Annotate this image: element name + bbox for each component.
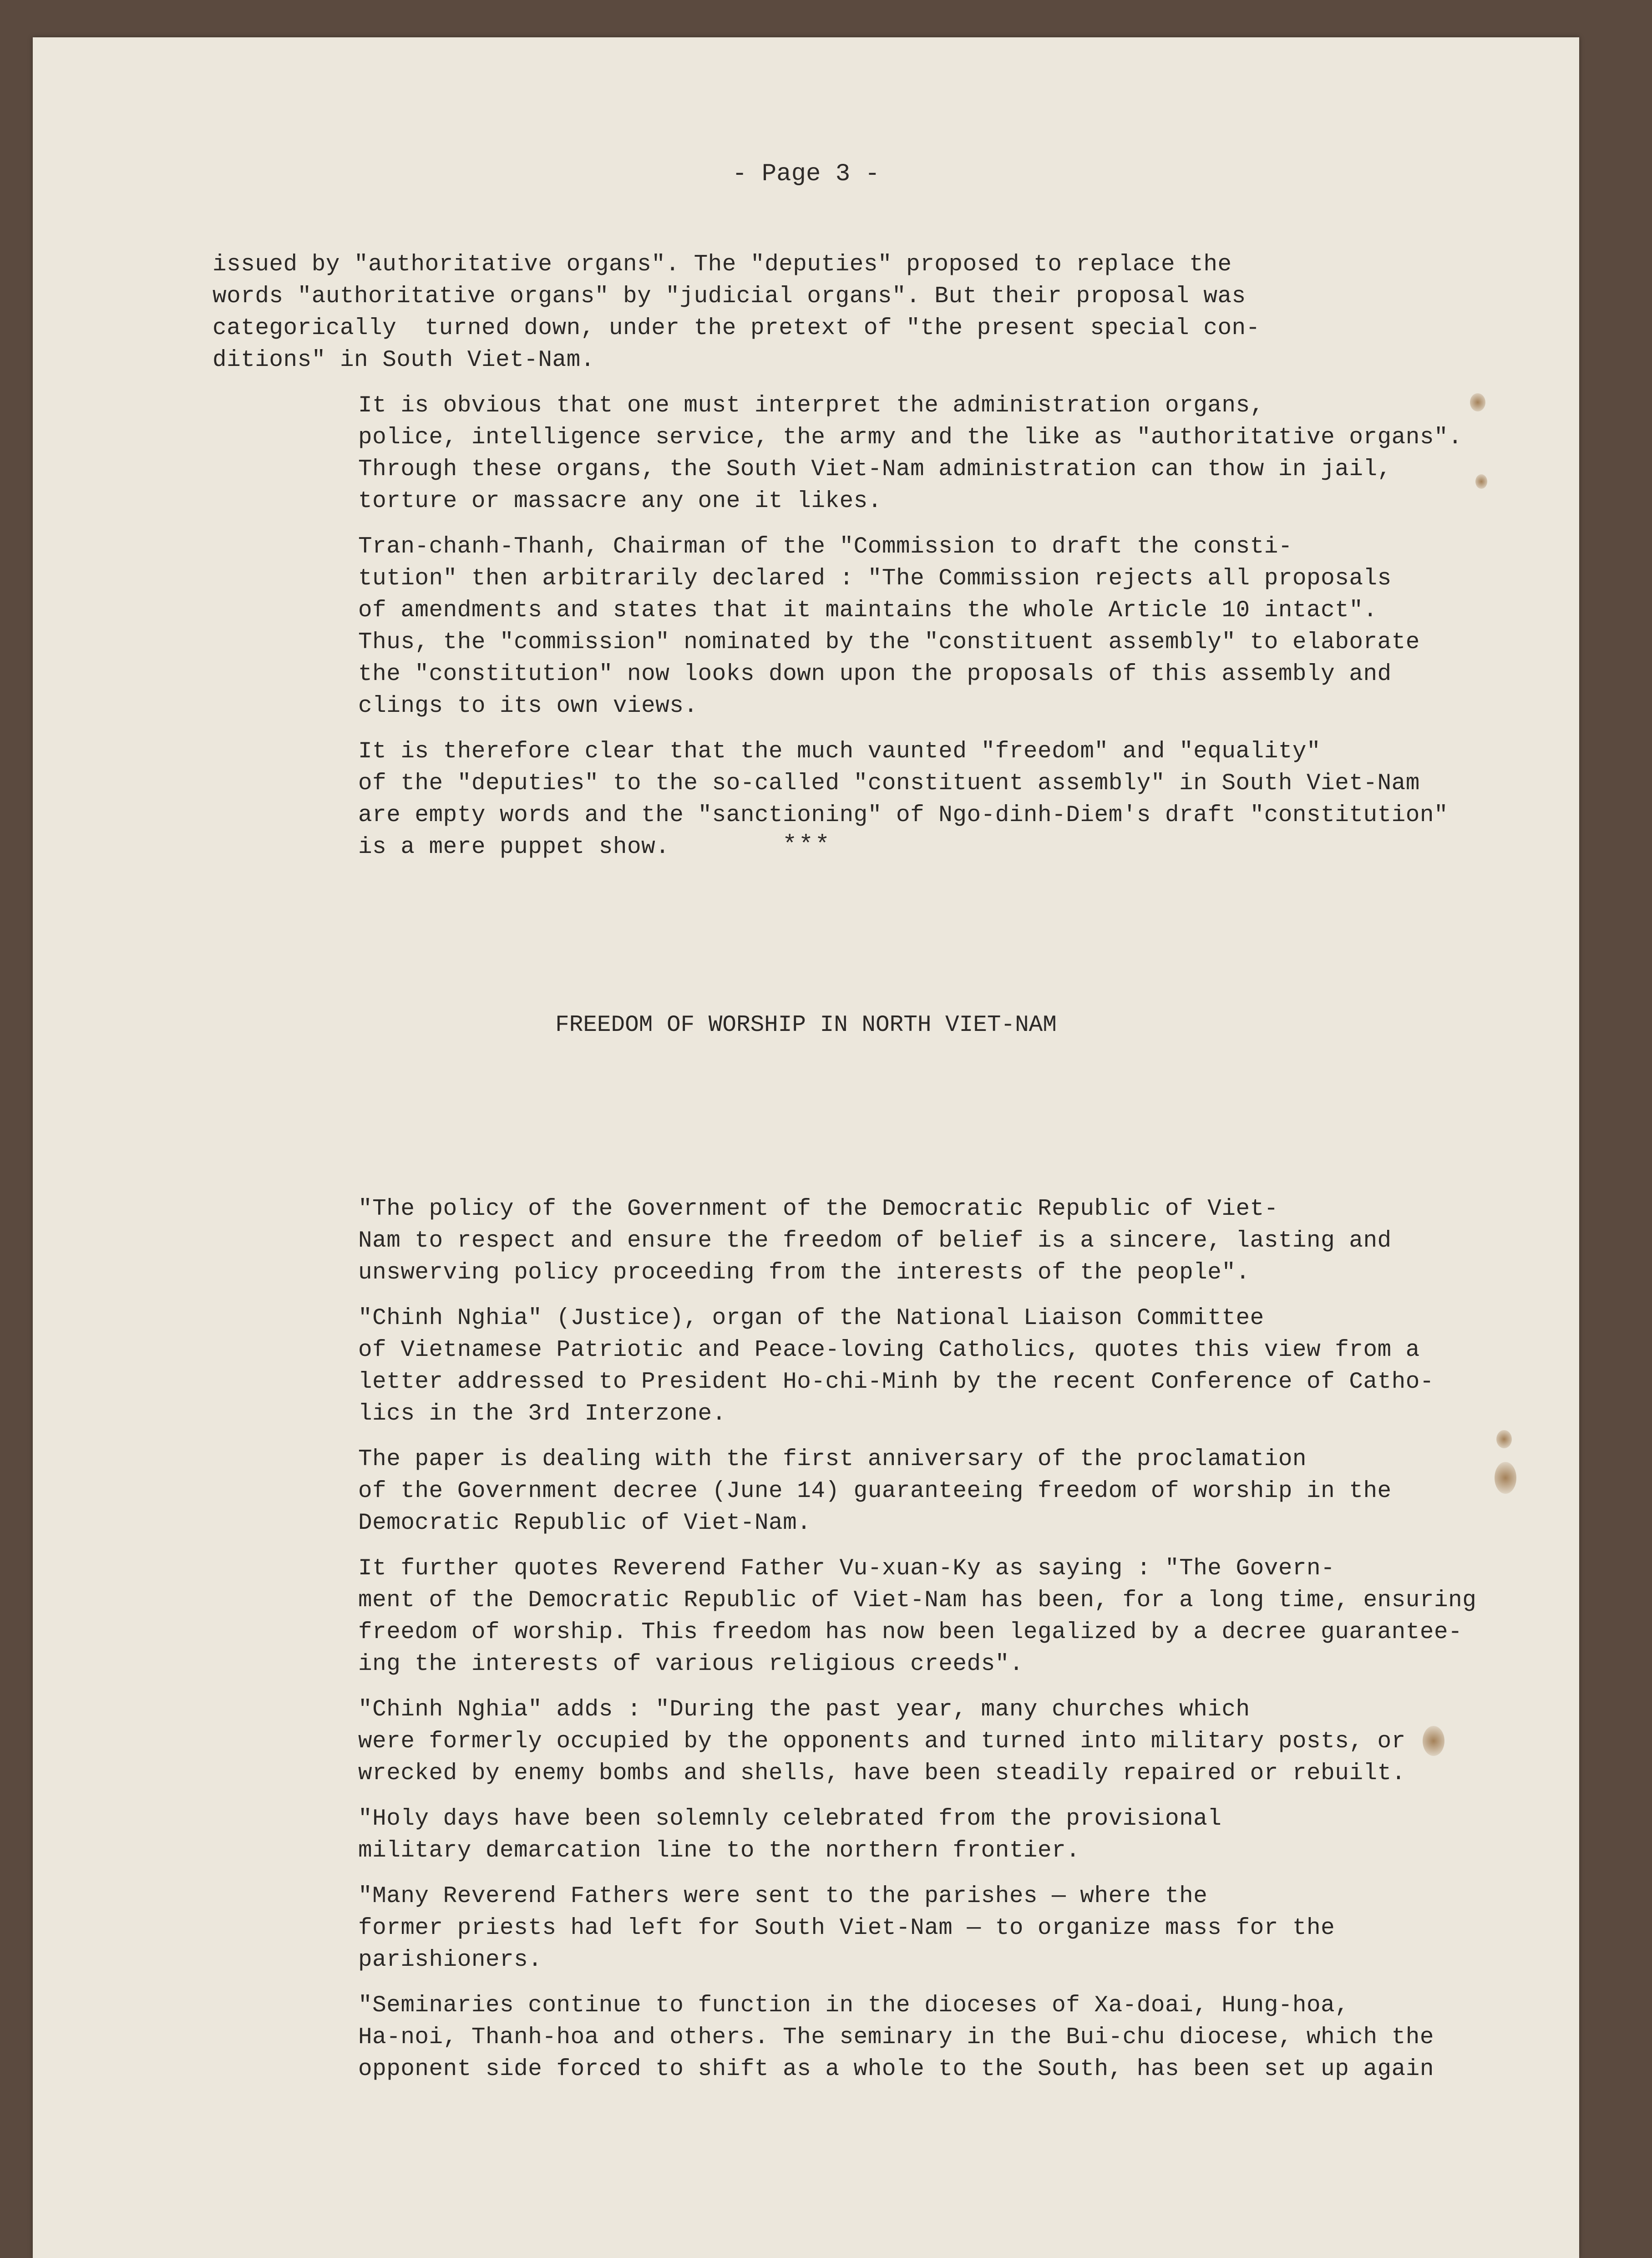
paragraph — [213, 1553, 1496, 1680]
text-line: It further quotes Reverend Father Vu-xuan-Ky as saying : "The Govern- — [358, 1556, 1335, 1582]
text-line: torture or massacre any one it likes. — [358, 488, 882, 514]
body-text-top — [213, 249, 1496, 877]
text-line: freedom of worship. This freedom has now been legalized by a decree guarantee- — [358, 1619, 1463, 1645]
text-line: of the "deputies" to the so-called "constituent assembly" in South Viet-Nam — [358, 771, 1420, 797]
text-line: issued by "authoritative organs". The "deputies" proposed to replace the — [213, 252, 1232, 278]
text-line: Through these organs, the South Viet-Nam administration can thow in jail, — [358, 457, 1392, 482]
text-line: Democratic Republic of Viet-Nam. — [358, 1510, 811, 1536]
body-text-bottom — [213, 1193, 1496, 2099]
paragraph — [213, 1803, 1496, 1867]
document-page — [33, 37, 1579, 2258]
text-line: Thus, the "commission" nominated by the "constituent assembly" to elaborate — [358, 629, 1420, 655]
text-line: It is therefore clear that the much vaunted "freedom" and "equality" — [358, 739, 1321, 765]
section-heading: FREEDOM OF WORSHIP IN NORTH VIET-NAM — [555, 1012, 1057, 1038]
text-line: tution" then arbitrarily declared : "The Commission rejects all proposals — [358, 566, 1392, 592]
text-line: Nam to respect and ensure the freedom of belief is a sincere, lasting and — [358, 1228, 1392, 1254]
text-line: police, intelligence service, the army and the like as "authoritative organs". — [358, 425, 1463, 451]
paragraph — [213, 1444, 1496, 1539]
paragraph — [213, 390, 1496, 518]
paragraph — [213, 1881, 1496, 1976]
text-line: ditions" in South Viet-Nam. — [213, 347, 595, 373]
text-line: words "authoritative organs" by "judicial organs". But their proposal was — [213, 284, 1246, 310]
text-line: Ha-noi, Thanh-hoa and others. The seminary in the Bui-chu diocese, which the — [358, 2025, 1434, 2050]
text-line: "The policy of the Government of the Democratic Republic of Viet- — [358, 1196, 1278, 1222]
text-line: categorically turned down, under the pretext of "the present special con- — [213, 315, 1260, 341]
paragraph — [213, 1694, 1496, 1790]
text-line: unswerving policy proceeding from the interests of the people". — [358, 1260, 1250, 1286]
text-line: ment of the Democratic Republic of Viet-Nam has been, for a long time, ensuring — [358, 1588, 1477, 1614]
text-line: of the Government decree (June 14) guaranteeing freedom of worship in the — [358, 1478, 1392, 1504]
text-line: The paper is dealing with the first anniversary of the proclamation — [358, 1446, 1307, 1472]
text-line: is a mere puppet show. — [358, 834, 670, 860]
text-line: former priests had left for South Viet-Nam — to organize mass for the — [358, 1915, 1335, 1941]
text-line: were formerly occupied by the opponents and turned into military posts, or — [358, 1729, 1406, 1755]
paper-stain — [1496, 1430, 1512, 1448]
text-line: It is obvious that one must interpret the administration organs, — [358, 393, 1264, 419]
text-line: parishioners. — [358, 1947, 542, 1973]
page-number-header: - Page 3 - — [732, 160, 880, 188]
text-line: letter addressed to President Ho-chi-Minh by the recent Conference of Catho- — [358, 1369, 1434, 1395]
paragraph — [213, 1990, 1496, 2085]
paragraph — [213, 1303, 1496, 1430]
text-line: opponent side forced to shift as a whole to the South, has been set up again — [358, 2056, 1434, 2082]
text-line: wrecked by enemy bombs and shells, have been steadily repaired or rebuilt. — [358, 1761, 1406, 1786]
paper-stain — [1495, 1462, 1516, 1494]
text-line: of Vietnamese Patriotic and Peace-loving Catholics, quotes this view from a — [358, 1337, 1420, 1363]
text-line: "Holy days have been solemnly celebrated from the provisional — [358, 1806, 1222, 1832]
text-line: the "constitution" now looks down upon the proposals of this assembly and — [358, 661, 1392, 687]
text-line: "Chinh Nghia" adds : "During the past year, many churches which — [358, 1697, 1250, 1723]
text-line: clings to its own views. — [358, 693, 698, 719]
text-line: of amendments and states that it maintains the whole Article 10 intact". — [358, 598, 1378, 624]
text-line: "Many Reverend Fathers were sent to the parishes — where the — [358, 1883, 1208, 1909]
paragraph — [213, 1193, 1496, 1289]
text-line: lics in the 3rd Interzone. — [358, 1401, 726, 1427]
text-line: Tran-chanh-Thanh, Chairman of the "Commission to draft the consti- — [358, 534, 1292, 560]
text-line: "Seminaries continue to function in the dioceses of Xa-doai, Hung-hoa, — [358, 1993, 1349, 2019]
paragraph — [213, 531, 1496, 722]
paragraph — [213, 249, 1496, 376]
text-line: are empty words and the "sanctioning" of Ngo-dinh-Diem's draft "constitution" — [358, 802, 1449, 828]
text-line: "Chinh Nghia" (Justice), organ of the National Liaison Committee — [358, 1305, 1264, 1331]
text-line: ing the interests of various religious creeds". — [358, 1651, 1024, 1677]
section-separator: * * * — [782, 832, 830, 859]
text-line: military demarcation line to the northern frontier. — [358, 1838, 1080, 1864]
